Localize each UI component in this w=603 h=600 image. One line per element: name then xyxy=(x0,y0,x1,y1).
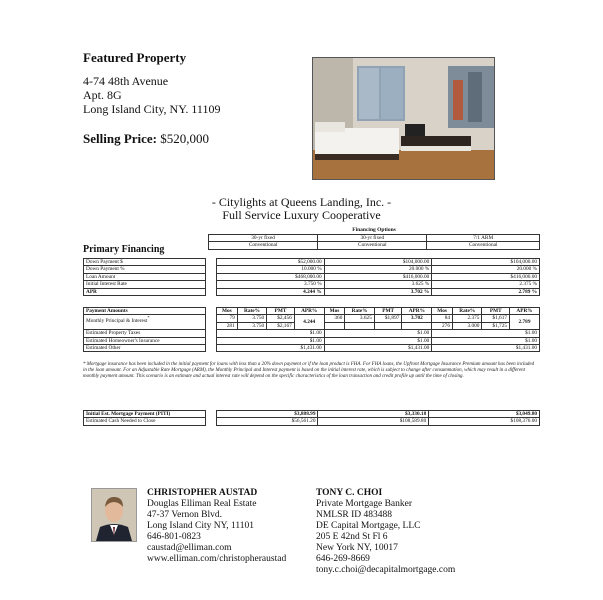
cell-value: $1,431.00 xyxy=(217,345,325,352)
table-row xyxy=(84,281,540,288)
table-row xyxy=(84,273,540,280)
table-row xyxy=(84,418,540,425)
payment-amounts-table xyxy=(83,307,540,352)
cell-value: 2.375 % xyxy=(432,281,540,288)
cell-value: $56,561.20 xyxy=(217,418,318,425)
type-1: Conventional xyxy=(209,242,318,249)
cell-value: $1.00 xyxy=(324,337,432,344)
agent-city: Long Island City NY, 11101 xyxy=(147,521,255,531)
cell-value: $3,330.18 xyxy=(318,411,429,418)
table-row xyxy=(84,411,540,418)
col-header: Rate% xyxy=(237,308,266,315)
row-label: Estimated Homeowner's Insurance xyxy=(84,337,206,344)
financing-terms-table xyxy=(208,234,540,250)
cell-value: $468,000.00 xyxy=(217,273,325,280)
cell-value: $2,167 xyxy=(267,322,295,329)
cell-value: 3.000 xyxy=(452,322,481,329)
address-line-1: 4-74 48th Avenue xyxy=(83,74,169,88)
row-label: Estimated Property Taxes xyxy=(84,330,206,337)
cell-value: $108,589.80 xyxy=(318,418,429,425)
cell-value: $1.00 xyxy=(217,337,325,344)
banker-name: TONY C. CHOI xyxy=(316,488,383,498)
cell-value: 3.750 xyxy=(237,322,266,329)
banker-title: Private Mortgage Banker xyxy=(316,499,413,509)
row-label: Down Payment $ xyxy=(84,259,206,266)
selling-price xyxy=(83,131,209,147)
col-header: Rate% xyxy=(452,308,481,315)
col-header: Mos xyxy=(432,308,453,315)
table-row xyxy=(84,266,540,273)
col-header: APR% xyxy=(510,308,540,315)
address-line-2: Apt. 8G xyxy=(83,88,122,102)
monthly-pi-label: Monthly Principal & Interest* xyxy=(84,315,206,330)
row-label: Estimated Cash Needed to Close xyxy=(84,418,206,425)
financing-options-header xyxy=(208,227,540,250)
row-label: Down Payment % xyxy=(84,266,206,273)
cell-value: 10.000 % xyxy=(217,266,325,273)
cell-value: 79 xyxy=(217,315,238,322)
banker-phone[interactable]: 646-269-8669 xyxy=(316,554,370,564)
cell-value: 3.750 % xyxy=(217,281,325,288)
agent-contact xyxy=(147,488,286,565)
type-2: Conventional xyxy=(318,242,427,249)
page-title: Featured Property xyxy=(83,50,187,65)
cell-value: 3.750 xyxy=(237,315,266,322)
cell-value: 2.789 % xyxy=(432,288,540,295)
cell-value: 4.244 % xyxy=(217,288,325,295)
selling-price-value: $520,000 xyxy=(160,131,210,146)
cell-value: $3,049.80 xyxy=(429,411,540,418)
apr-value: 2.789 xyxy=(510,315,540,330)
address-line-3: Long Island City, NY. 11109 xyxy=(83,102,221,116)
cell-value: $1,431.00 xyxy=(324,345,432,352)
cell-value: 281 xyxy=(217,322,238,329)
agent-phone[interactable]: 646-801-0823 xyxy=(147,532,201,542)
row-label: Estimated Other xyxy=(84,345,206,352)
term-2: 30-yr fixed xyxy=(318,235,427,242)
building-name: - Citylights at Queens Landing, Inc. - xyxy=(211,195,392,209)
table-row xyxy=(84,315,540,322)
banker-street: 205 E 42nd St Fl 6 xyxy=(316,532,388,542)
term-1: 30-yr fixed xyxy=(209,235,318,242)
cell-value: $2,456 xyxy=(267,315,295,322)
table-row xyxy=(84,337,540,344)
agent-headshot xyxy=(91,488,137,542)
cell-value: $1,725 xyxy=(482,322,510,329)
cell-value: 276 xyxy=(432,322,453,329)
agent-name: CHRISTOPHER AUSTAD xyxy=(147,488,258,498)
agent-email[interactable]: caustad@elliman.com xyxy=(147,543,232,553)
col-header: Mos xyxy=(217,308,238,315)
loan-summary-table xyxy=(83,258,540,296)
agent-street: 47-37 Vernon Blvd. xyxy=(147,510,223,520)
table-row xyxy=(84,345,540,352)
apr-value: 3.702 xyxy=(402,315,432,322)
col-header: PMT xyxy=(482,308,510,315)
financing-options-title: Financing Options xyxy=(352,227,396,233)
col-header: PMT xyxy=(374,308,402,315)
cell-value: $1.00 xyxy=(324,330,432,337)
cell-value: 360 xyxy=(324,315,345,322)
apr-value: 4.244 xyxy=(294,315,324,330)
row-label: Initial Est. Mortgage Payment (PITI) xyxy=(84,411,206,418)
banker-email[interactable]: tony.c.choi@decapitalmortgage.com xyxy=(316,565,456,575)
cell-value: 3.625 xyxy=(345,315,374,322)
cell-value: 2.375 xyxy=(452,315,481,322)
cell-value: $3,888.99 xyxy=(217,411,318,418)
cell-value: $1,431.00 xyxy=(432,345,540,352)
cell-value: $416,000.00 xyxy=(324,273,432,280)
cell-value: 3.625 % xyxy=(324,281,432,288)
primary-financing-heading: Primary Financing xyxy=(83,244,165,255)
building-type: Full Service Luxury Cooperative xyxy=(222,208,381,222)
cell-value: $1,897 xyxy=(374,315,402,322)
banker-city: New York NY, 10017 xyxy=(316,543,398,553)
term-3: 7/1 ARM xyxy=(427,235,540,242)
cell-value: 20.000 % xyxy=(432,266,540,273)
row-label: Loan Amount xyxy=(84,273,206,280)
cell-value: $104,000.00 xyxy=(432,259,540,266)
cell-value: 3.702 % xyxy=(324,288,432,295)
property-photo xyxy=(312,57,495,180)
col-header: Mos xyxy=(324,308,345,315)
table-header-row xyxy=(84,308,540,315)
selling-price-label: Selling Price: xyxy=(83,131,158,146)
banker-contact xyxy=(316,488,455,576)
cell-value: $52,000.00 xyxy=(217,259,325,266)
cell-value: $108,376.00 xyxy=(429,418,540,425)
disclaimer-text: * Mortgage insurance has been included in the initial payment for loans with less than a 20% down payment or if the loan product is FHA. For FHA loans, the Upfront Mortgage Insurance Premium amount has been included in the loan amount. For an Adjustable Rate Mortgage (ARM), the Monthly Principal and Interest payment is based on the initial interest rate, which is subject to change after consummation, which may result in a different monthly payment amount. This scenario is an estimate and actual interest rate will depend on the specific characteristics of the loan transaction and credit profile up until the time of closing. xyxy=(83,362,535,379)
table-row xyxy=(84,288,540,295)
cell-value: 84 xyxy=(432,315,453,322)
table-row xyxy=(84,259,540,266)
banker-company: DE Capital Mortgage, LLC xyxy=(316,521,421,531)
cell-value: $1.00 xyxy=(432,330,540,337)
agent-website[interactable]: www.elliman.com/christopheraustad xyxy=(147,554,287,564)
cell-value: $1.00 xyxy=(432,337,540,344)
col-header: APR% xyxy=(294,308,324,315)
payment-header: Payment Amounts xyxy=(84,308,206,315)
cell-value: $1.00 xyxy=(217,330,325,337)
cell-value: $416,000.00 xyxy=(432,273,540,280)
agent-company: Douglas Elliman Real Estate xyxy=(147,499,257,509)
table-row xyxy=(84,330,540,337)
row-label: APR xyxy=(84,288,206,295)
type-3: Conventional xyxy=(427,242,540,249)
banker-nmls: NMLSR ID 483488 xyxy=(316,510,393,520)
col-header: Rate% xyxy=(345,308,374,315)
row-label: Initial Interest Rate xyxy=(84,281,206,288)
col-header: PMT xyxy=(267,308,295,315)
col-header: APR% xyxy=(402,308,432,315)
cell-value: $104,000.00 xyxy=(324,259,432,266)
totals-table xyxy=(83,410,540,426)
cell-value: 20.000 % xyxy=(324,266,432,273)
cell-value: $1,617 xyxy=(482,315,510,322)
